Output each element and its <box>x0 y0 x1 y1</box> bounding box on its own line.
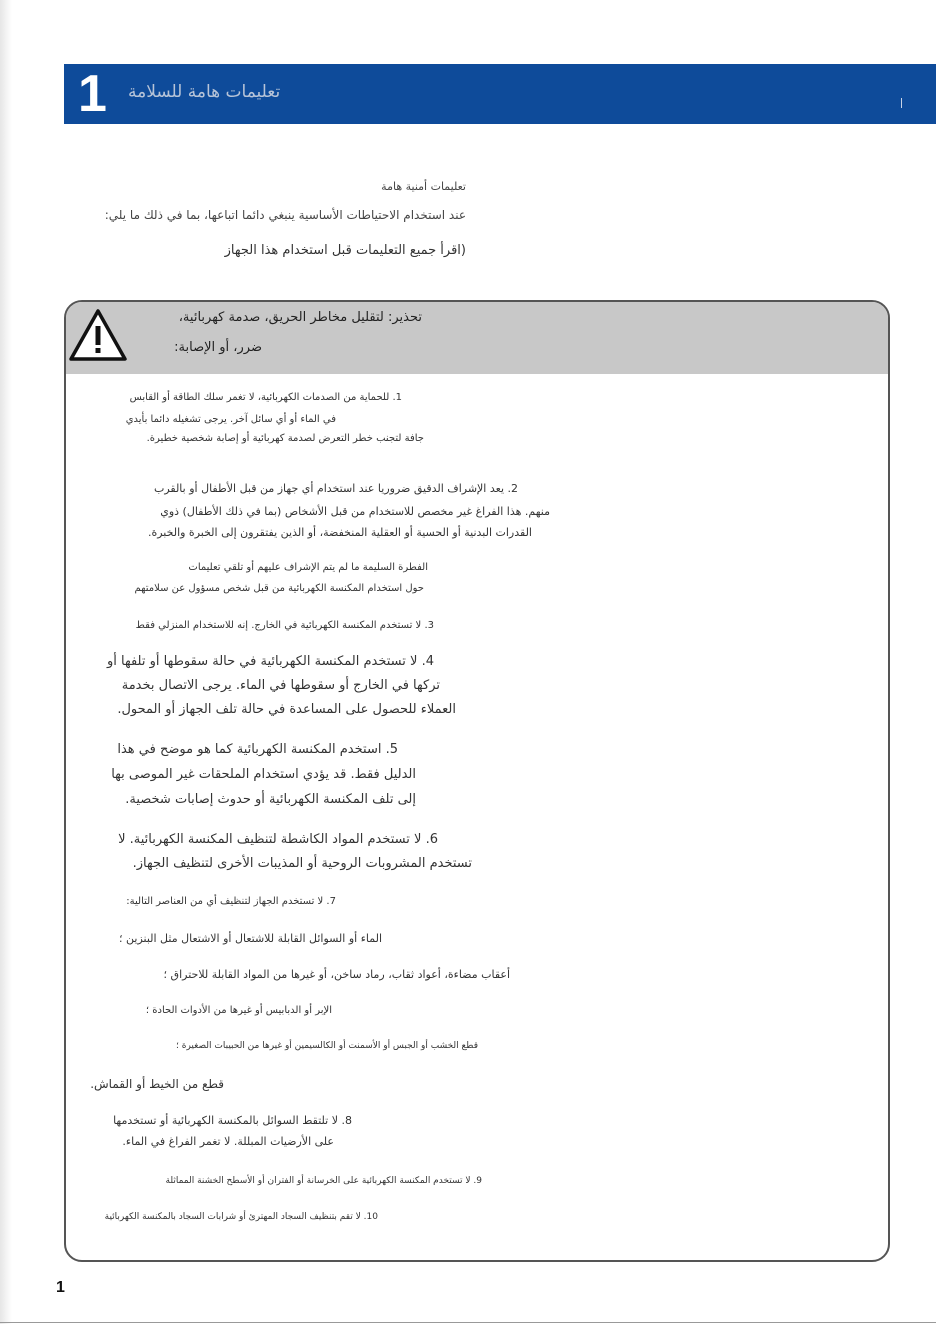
item-2-line-3: القدرات البدنية أو الحسية أو العقلية المنخفضة، أو الذين يفتقرون إلى الخبرة والخبرة. <box>147 526 532 539</box>
chapter-number: 1 <box>78 65 107 123</box>
warning-box <box>64 300 890 1262</box>
item-10-line-1: 10. لا تقم بتنظيف السجاد المهترئ أو شرابات السجاد بالمكنسة الكهربائية <box>104 1212 378 1222</box>
item-8-line-2: على الأرضيات المبللة. لا تغمر الفراغ في الماء. <box>122 1135 334 1148</box>
item-1-line-1: 1. للحماية من الصدمات الكهربائية، لا تغمر سلك الطاقة أو القابس <box>129 392 402 403</box>
item-8-line-1: 8. لا تلتقط السوائل بالمكنسة الكهربائية أو تستخدمها <box>113 1114 352 1127</box>
item-6-line-2: تستخدم المشروبات الروحية أو المذيبات الأخرى لتنظيف الجهاز. <box>132 856 472 871</box>
item-1-line-3: جافة لتجنب خطر التعرض لصدمة كهربائية أو إصابة شخصية خطيرة. <box>146 433 424 444</box>
item-5-line-2: الدليل فقط. قد يؤدي استخدام الملحقات غير الموصى بها <box>111 767 416 782</box>
item-4-line-2: تركها في الخارج أو سقوطها في الماء. يرجى الاتصال بخدمة <box>121 678 440 693</box>
item-7-sub-1: الماء أو السوائل القابلة للاشتعال أو الاشتعال مثل البنزين ؛ <box>119 932 382 945</box>
warning-header <box>66 302 888 374</box>
item-2-continuation-line-2: حول استخدام المكنسة الكهربائية من قبل شخص مسؤول عن سلامتهم <box>134 583 424 594</box>
item-2-continuation-line-1: الفطرة السليمة ما لم يتم الإشراف عليهم أو تلقي تعليمات <box>188 562 428 573</box>
item-7-sub-4: قطع الخشب أو الجبس أو الأسمنت أو الكالسيمين أو غيرها من الحبيبات الصغيرة ؛ <box>176 1041 478 1051</box>
warning-text-line-2: ضرر، أو الإصابة: <box>174 340 262 355</box>
warning-triangle-icon <box>68 308 128 362</box>
item-5-line-3: إلى تلف المكنسة الكهربائية أو حدوث إصابات شخصية. <box>125 792 416 807</box>
intro-line-2: (اقرأ جميع التعليمات قبل استخدام هذا الجهاز <box>224 243 466 258</box>
item-7-sub-3: الإبر أو الدبابيس أو غيرها من الأدوات الحادة ؛ <box>145 1005 332 1016</box>
page-number: 1 <box>56 1279 65 1296</box>
bottom-rule <box>0 1322 936 1323</box>
page-edge-shadow <box>0 0 12 1324</box>
item-4-line-3: العملاء للحصول على المساعدة في حالة تلف الجهاز أو المحول. <box>117 702 456 717</box>
item-2-line-1: 2. يعد الإشراف الدقيق ضروريا عند استخدام أي جهاز من قبل الأطفال أو بالقرب <box>153 482 518 495</box>
header-tick-mark <box>901 98 902 108</box>
intro-line-1: عند استخدام الاحتياطات الأساسية ينبغي دائما اتباعها، بما في ذلك ما يلي: <box>104 208 466 222</box>
item-9-line-1: 9. لا تستخدم المكنسة الكهربائية على الخرسانة أو الفتران أو الأسطح الخشنة المماثلة <box>165 1176 482 1186</box>
item-6-line-1: 6. لا تستخدم المواد الكاشطة لتنظيف المكنسة الكهربائية. لا <box>118 832 438 847</box>
item-7-line-1: 7. لا تستخدم الجهاز لتنظيف أي من العناصر التالية: <box>126 896 336 907</box>
item-3-line-1: 3. لا تستخدم المكنسة الكهربائية في الخارج. إنه للاستخدام المنزلي فقط <box>135 620 434 631</box>
chapter-title: تعليمات هامة للسلامة <box>128 82 281 102</box>
item-7-sub-5: قطع من الخيط أو القماش. <box>90 1077 224 1091</box>
intro-heading: تعليمات أمنية هامة <box>381 180 466 193</box>
item-2-line-2: منهم. هذا الفراغ غير مخصص للاستخدام من قبل الأشخاص (بما في ذلك الأطفال) ذوي <box>160 505 550 518</box>
item-4-line-1: 4. لا تستخدم المكنسة الكهربائية في حالة سقوطها أو تلفها أو <box>106 654 434 669</box>
chapter-header-bar <box>64 64 936 124</box>
warning-text-line-1: تحذير: لتقليل مخاطر الحريق، صدمة كهربائية، <box>178 310 422 325</box>
item-1-line-2: في الماء أو أي سائل آخر. يرجى تشغيله دائما بأيدي <box>125 414 336 425</box>
item-7-sub-2: أعقاب مضاءة، أعواد ثقاب، رماد ساخن، أو غيرها من المواد القابلة للاحتراق ؛ <box>163 968 510 981</box>
item-5-line-1: 5. استخدم المكنسة الكهربائية كما هو موضح في هذا <box>117 742 398 757</box>
